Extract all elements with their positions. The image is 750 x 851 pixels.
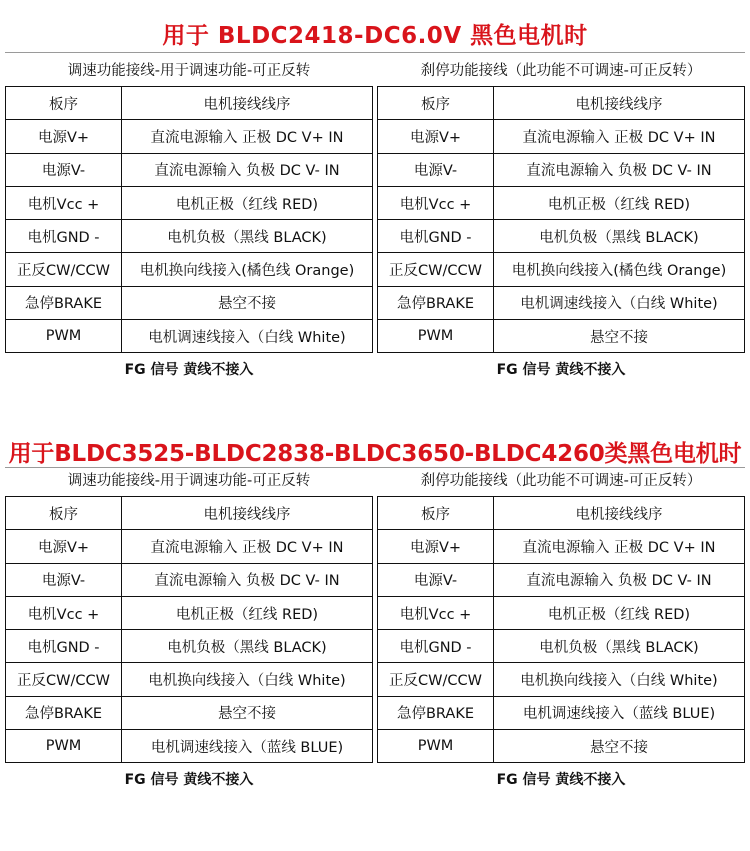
row-value: 电机调速线接入（蓝线 BLUE) <box>122 730 373 763</box>
row-label: 板序 <box>6 87 122 120</box>
row-value: 电机调速线接入（白线 White) <box>122 320 373 353</box>
row-value: 悬空不接 <box>122 696 373 729</box>
row-value: 直流电源输入 正极 DC V+ IN <box>122 120 373 153</box>
row-value: 电机负极（黑线 BLACK) <box>122 220 373 253</box>
row-value: 电机正极（红线 RED) <box>122 596 373 629</box>
row-label: 电源V- <box>378 153 494 186</box>
row-value: 电机接线线序 <box>122 87 373 120</box>
row-value: 直流电源输入 负极 DC V- IN <box>122 153 373 186</box>
row-value: 直流电源输入 负极 DC V- IN <box>494 563 745 596</box>
row-value: 电机正极（红线 RED) <box>494 186 745 219</box>
table-row <box>6 596 373 629</box>
row-label: 电源V+ <box>6 120 122 153</box>
table-row <box>378 87 745 120</box>
section-2-brake-panel <box>377 466 745 797</box>
table-row <box>378 153 745 186</box>
section-1-brake-panel <box>377 56 745 387</box>
row-value: 电机调速线接入（蓝线 BLUE) <box>494 696 745 729</box>
row-value: 直流电源输入 正极 DC V+ IN <box>494 120 745 153</box>
panel-heading: 刹停功能接线（此功能不可调速-可正反转） <box>420 63 702 79</box>
row-label: 电机GND - <box>6 630 122 663</box>
row-label: 电源V- <box>6 563 122 596</box>
table-row <box>378 530 745 563</box>
fg-note: FG 信号 黄线不接入 <box>496 772 626 789</box>
row-value: 直流电源输入 负极 DC V- IN <box>494 153 745 186</box>
row-label: 电机GND - <box>378 220 494 253</box>
row-label: 急停BRAKE <box>378 696 494 729</box>
row-value: 电机换向线接入(橘色线 Orange) <box>494 253 745 286</box>
row-label: 电源V- <box>378 563 494 596</box>
table-row <box>378 120 745 153</box>
table-row <box>6 253 373 286</box>
table-row <box>378 663 745 696</box>
row-value: 电机负极（黑线 BLACK) <box>122 630 373 663</box>
table-row <box>6 696 373 729</box>
row-value: 电机接线线序 <box>122 497 373 530</box>
fg-note: FG 信号 黄线不接入 <box>496 362 626 379</box>
row-value: 电机负极（黑线 BLACK) <box>494 630 745 663</box>
row-value: 电机正极（红线 RED) <box>494 596 745 629</box>
section-1-divider <box>5 52 745 53</box>
row-value: 电机换向线接入（白线 White) <box>122 663 373 696</box>
row-label: 正反CW/CCW <box>378 663 494 696</box>
row-label: 电机Vcc + <box>378 186 494 219</box>
row-label: 正反CW/CCW <box>378 253 494 286</box>
section-2-speed-panel <box>5 466 373 797</box>
panel-heading: 调速功能接线-用于调速功能-可正反转 <box>67 63 311 79</box>
row-value: 悬空不接 <box>494 320 745 353</box>
table-row <box>6 186 373 219</box>
row-label: 板序 <box>378 497 494 530</box>
row-value: 电机换向线接入（白线 White) <box>494 663 745 696</box>
fg-note: FG 信号 黄线不接入 <box>124 362 254 379</box>
row-label: 电机Vcc + <box>378 596 494 629</box>
row-label: 急停BRAKE <box>6 696 122 729</box>
row-label: 电机Vcc + <box>6 596 122 629</box>
table-row <box>378 253 745 286</box>
row-label: 电机Vcc + <box>6 186 122 219</box>
row-label: 急停BRAKE <box>6 286 122 319</box>
table-row <box>6 286 373 319</box>
section-1-speed-panel <box>5 56 373 387</box>
table-row <box>378 630 745 663</box>
row-label: 正反CW/CCW <box>6 253 122 286</box>
row-label: 电源V+ <box>378 530 494 563</box>
wiring-table <box>377 86 745 353</box>
row-label: 急停BRAKE <box>378 286 494 319</box>
table-row <box>378 320 745 353</box>
panel-heading: 调速功能接线-用于调速功能-可正反转 <box>67 473 311 489</box>
table-row <box>6 563 373 596</box>
row-value: 直流电源输入 正极 DC V+ IN <box>494 530 745 563</box>
row-value: 悬空不接 <box>494 730 745 763</box>
table-row <box>6 630 373 663</box>
row-label: 电机GND - <box>6 220 122 253</box>
table-row <box>378 186 745 219</box>
table-row <box>378 596 745 629</box>
wiring-table <box>377 496 745 763</box>
row-value: 电机换向线接入(橘色线 Orange) <box>122 253 373 286</box>
row-label: PWM <box>378 320 494 353</box>
row-value: 悬空不接 <box>122 286 373 319</box>
row-label: PWM <box>6 730 122 763</box>
row-value: 电机接线线序 <box>494 87 745 120</box>
row-label: PWM <box>378 730 494 763</box>
row-label: 电源V+ <box>378 120 494 153</box>
row-label: 正反CW/CCW <box>6 663 122 696</box>
table-row <box>6 220 373 253</box>
table-row <box>6 320 373 353</box>
row-label: PWM <box>6 320 122 353</box>
table-row <box>378 497 745 530</box>
row-label: 电机GND - <box>378 630 494 663</box>
table-row <box>6 120 373 153</box>
wiring-table <box>5 496 373 763</box>
table-row <box>6 87 373 120</box>
table-row <box>6 663 373 696</box>
row-label: 板序 <box>378 87 494 120</box>
row-value: 电机接线线序 <box>494 497 745 530</box>
row-label: 电源V- <box>6 153 122 186</box>
row-label: 电源V+ <box>6 530 122 563</box>
table-row <box>6 730 373 763</box>
row-value: 电机负极（黑线 BLACK) <box>494 220 745 253</box>
table-row <box>378 730 745 763</box>
table-row <box>6 153 373 186</box>
section-2-title: 用于BLDC3525-BLDC2838-BLDC3650-BLDC4260类黑色电机时 <box>8 441 742 467</box>
wiring-table <box>5 86 373 353</box>
table-row <box>6 497 373 530</box>
table-row <box>378 286 745 319</box>
table-row <box>378 563 745 596</box>
table-row <box>6 530 373 563</box>
row-value: 直流电源输入 负极 DC V- IN <box>122 563 373 596</box>
panel-heading: 刹停功能接线（此功能不可调速-可正反转） <box>420 473 702 489</box>
fg-note: FG 信号 黄线不接入 <box>124 772 254 789</box>
table-row <box>378 220 745 253</box>
row-label: 板序 <box>6 497 122 530</box>
row-value: 直流电源输入 正极 DC V+ IN <box>122 530 373 563</box>
row-value: 电机正极（红线 RED) <box>122 186 373 219</box>
row-value: 电机调速线接入（白线 White) <box>494 286 745 319</box>
section-1-title: 用于 BLDC2418-DC6.0V 黑色电机时 <box>162 23 588 49</box>
table-row <box>378 696 745 729</box>
